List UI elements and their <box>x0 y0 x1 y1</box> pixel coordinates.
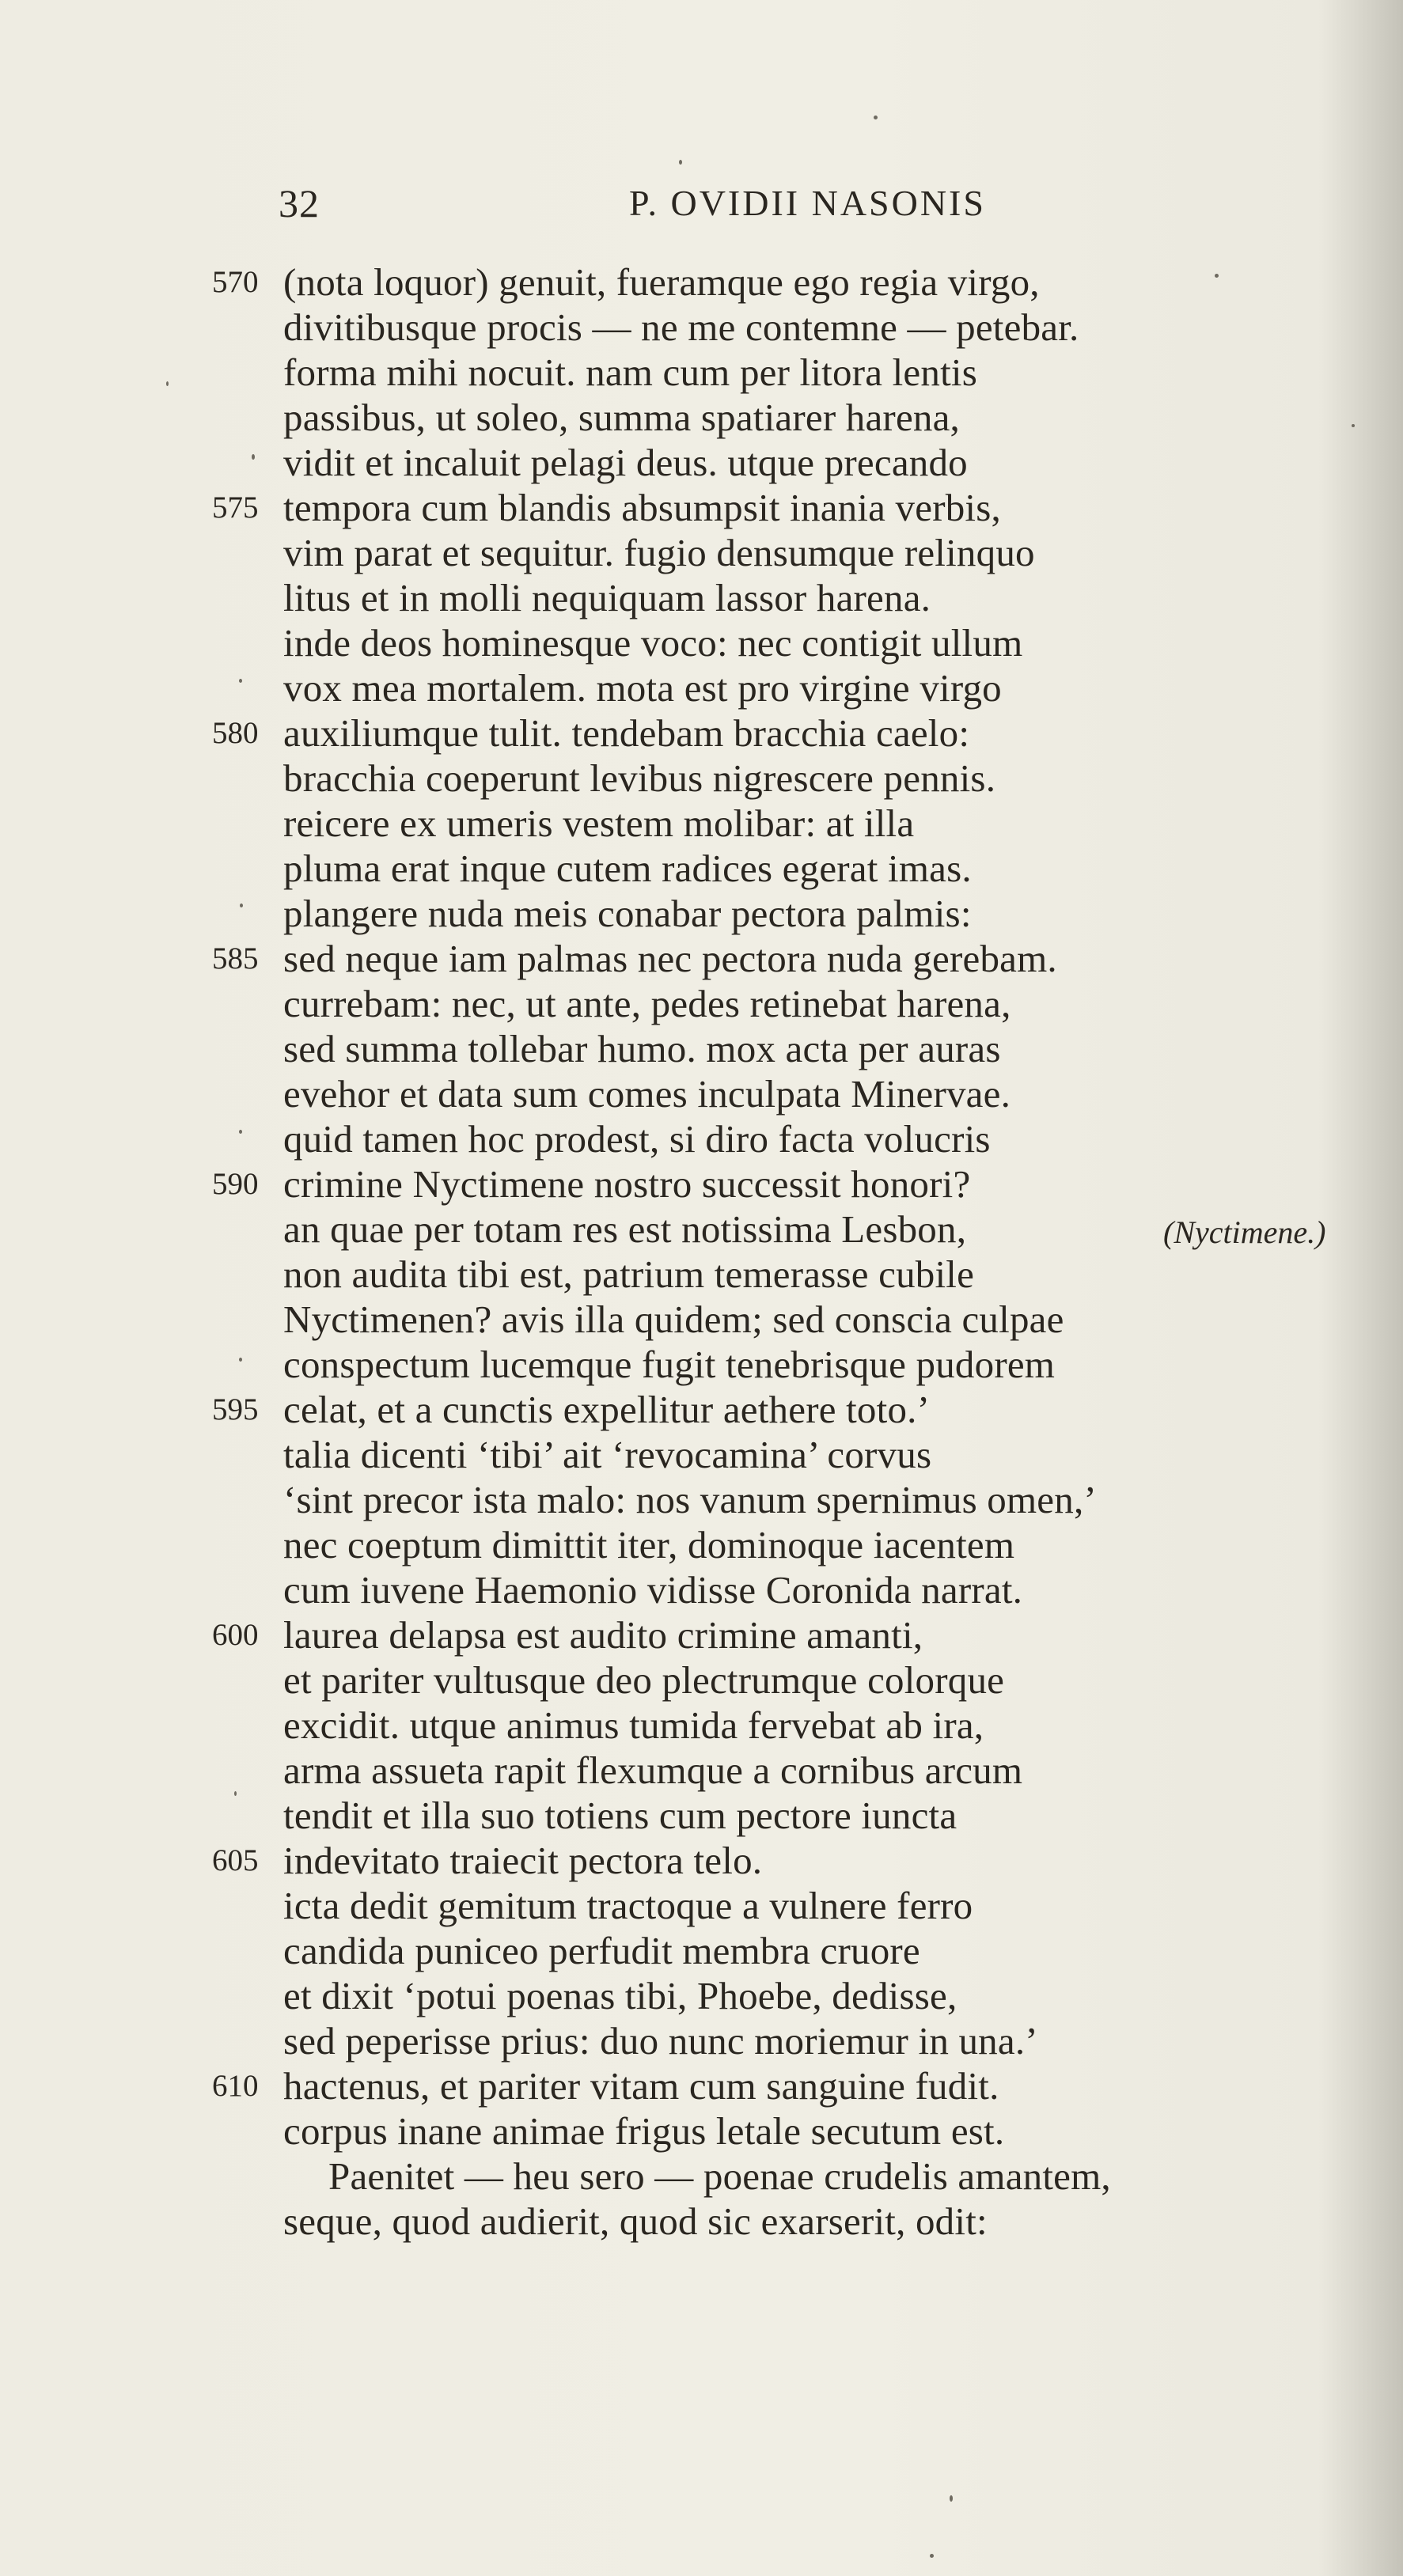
verse-line <box>0 1793 1403 1838</box>
verse-line <box>0 2154 1403 2199</box>
verse-line <box>0 620 1403 665</box>
scan-speck <box>166 381 169 386</box>
verse-text: an quae per totam res est notissima Lesbon, <box>283 1207 967 1251</box>
verse-line <box>0 1612 1403 1657</box>
scan-speck <box>930 2554 934 2558</box>
verse-line <box>0 1297 1403 1342</box>
line-number: 570 <box>212 265 259 299</box>
verse-text: passibus, ut soleo, summa spatiarer harena, <box>283 396 960 439</box>
page-number: 32 <box>279 181 320 225</box>
verse-line <box>0 1477 1403 1522</box>
verse-line <box>0 1026 1403 1071</box>
verse-text: conspectum lucemque fugit tenebrisque pudorem <box>283 1343 1056 1386</box>
verse-line <box>0 1703 1403 1748</box>
verse-text: currebam: nec, ut ante, pedes retinebat harena, <box>283 982 1011 1025</box>
verse-line <box>0 305 1403 350</box>
scan-speck <box>679 160 682 165</box>
verse-line <box>0 981 1403 1026</box>
verse-line <box>0 440 1403 485</box>
line-number: 590 <box>212 1167 259 1201</box>
verse-text: inde deos hominesque voco: nec contigit ullum <box>283 621 1023 665</box>
scan-speck <box>874 116 878 119</box>
scan-speck <box>239 679 242 683</box>
scan-speck <box>1352 424 1355 427</box>
scan-speck <box>1215 274 1219 278</box>
verse-line <box>0 2063 1403 2108</box>
verse-text: corpus inane animae frigus letale secutum est. <box>283 2109 1005 2153</box>
verse-line <box>0 1207 1403 1252</box>
scan-speck <box>950 2495 953 2502</box>
verse-text: indevitato traiecit pectora telo. <box>283 1839 763 1882</box>
verse-line <box>0 1567 1403 1612</box>
line-number: 605 <box>212 1843 259 1877</box>
verse-text: crimine Nyctimene nostro successit honori? <box>283 1162 971 1206</box>
verse-text: reicere ex umeris vestem molibar: at illa <box>283 801 915 845</box>
verse-line <box>0 665 1403 710</box>
scan-speck <box>234 1791 237 1796</box>
verse-line <box>0 1432 1403 1477</box>
verse-text: sed peperisse prius: duo nunc moriemur in una.’ <box>283 2019 1038 2063</box>
verse-text: vim parat et sequitur. fugio densumque relinquo <box>283 531 1035 574</box>
scan-speck <box>240 903 243 907</box>
verse-text: forma mihi nocuit. nam cum per litora lentis <box>283 350 977 394</box>
verse-text: non audita tibi est, patrium temerasse cubile <box>283 1252 975 1296</box>
line-number: 585 <box>212 941 259 975</box>
scan-speck <box>239 1358 242 1362</box>
verse-text: candida puniceo perfudit membra cruore <box>283 1929 920 1972</box>
verse-text: (nota loquor) genuit, fueramque ego regia virgo, <box>283 260 1040 304</box>
verse-text: divitibusque procis — ne me contemne — petebar. <box>283 305 1079 349</box>
verse-line <box>0 2108 1403 2154</box>
verse-line <box>0 1928 1403 1973</box>
verse-line <box>0 1387 1403 1432</box>
verse-text: plangere nuda meis conabar pectora palmis: <box>283 892 972 935</box>
verse-line <box>0 1657 1403 1703</box>
verse-line <box>0 1838 1403 1883</box>
verse-block <box>0 259 1403 2244</box>
verse-line <box>0 1116 1403 1161</box>
verse-text: bracchia coeperunt levibus nigrescere pennis. <box>283 756 996 800</box>
verse-line <box>0 891 1403 936</box>
verse-line <box>0 259 1403 305</box>
verse-text: talia dicenti ‘tibi’ ait ‘revocamina’ corvus <box>283 1433 932 1476</box>
page-header <box>0 180 1403 236</box>
verse-text: et pariter vultusque deo plectrumque colorque <box>283 1658 1005 1702</box>
verse-text: vidit et incaluit pelagi deus. utque precando <box>283 441 968 484</box>
verse-text: excidit. utque animus tumida fervebat ab ira, <box>283 1703 984 1747</box>
verse-text: tempora cum blandis absumpsit inania verbis, <box>283 486 1001 529</box>
verse-line <box>0 485 1403 530</box>
verse-line <box>0 350 1403 395</box>
verse-text: tendit et illa suo totiens cum pectore iuncta <box>283 1794 957 1837</box>
verse-text: nec coeptum dimittit iter, dominoque iacentem <box>283 1523 1015 1566</box>
scan-speck <box>239 1130 242 1134</box>
verse-line <box>0 1252 1403 1297</box>
verse-text: ‘sint precor ista malo: nos vanum spernimus omen,’ <box>283 1478 1097 1521</box>
line-number: 575 <box>212 491 259 525</box>
verse-text: hactenus, et pariter vitam cum sanguine fudit. <box>283 2064 999 2108</box>
verse-line <box>0 2018 1403 2063</box>
verse-line <box>0 1071 1403 1116</box>
verse-text: evehor et data sum comes inculpata Minervae. <box>283 1072 1011 1116</box>
verse-line <box>0 936 1403 981</box>
verse-text: auxiliumque tulit. tendebam bracchia caelo: <box>283 711 970 755</box>
line-number: 580 <box>212 716 259 750</box>
verse-text: quid tamen hoc prodest, si diro facta volucris <box>283 1117 991 1161</box>
verse-line <box>0 1522 1403 1567</box>
verse-text: icta dedit gemitum tractoque a vulnere ferro <box>283 1884 973 1927</box>
verse-line <box>0 1973 1403 2018</box>
verse-line <box>0 1161 1403 1207</box>
running-head: P. OVIDII NASONIS <box>629 183 986 223</box>
verse-line <box>0 710 1403 756</box>
verse-text: seque, quod audierit, quod sic exarserit, odit: <box>283 2199 988 2243</box>
verse-line <box>0 1883 1403 1928</box>
line-number: 600 <box>212 1618 259 1652</box>
verse-text: pluma erat inque cutem radices egerat imas. <box>283 847 972 890</box>
verse-line <box>0 801 1403 846</box>
verse-text: Nyctimenen? avis illa quidem; sed conscia culpae <box>283 1297 1064 1341</box>
line-number: 610 <box>212 2069 259 2103</box>
verse-text: vox mea mortalem. mota est pro virgine virgo <box>283 666 1002 710</box>
verse-line <box>0 756 1403 801</box>
verse-text: litus et in molli nequiquam lassor harena. <box>283 576 931 619</box>
verse-text: Paenitet — heu sero — poenae crudelis amantem, <box>328 2154 1111 2198</box>
verse-line <box>0 575 1403 620</box>
scan-speck <box>252 454 255 460</box>
verse-line <box>0 846 1403 891</box>
verse-text: sed summa tollebar humo. mox acta per auras <box>283 1027 1001 1070</box>
verse-line <box>0 530 1403 575</box>
margin-note: (Nyctimene.) <box>1163 1214 1326 1250</box>
verse-text: cum iuvene Haemonio vidisse Coronida narrat. <box>283 1568 1023 1612</box>
line-number: 595 <box>212 1392 259 1426</box>
verse-line <box>0 395 1403 440</box>
verse-text: sed neque iam palmas nec pectora nuda gerebam. <box>283 937 1057 980</box>
verse-line <box>0 1748 1403 1793</box>
verse-text: et dixit ‘potui poenas tibi, Phoebe, dedisse, <box>283 1974 957 2017</box>
verse-text: arma assueta rapit flexumque a cornibus arcum <box>283 1748 1023 1792</box>
verse-text: celat, et a cunctis expellitur aethere toto.’ <box>283 1388 931 1431</box>
verse-text: laurea delapsa est audito crimine amanti, <box>283 1613 923 1657</box>
verse-line <box>0 1342 1403 1387</box>
verse-line <box>0 2199 1403 2244</box>
